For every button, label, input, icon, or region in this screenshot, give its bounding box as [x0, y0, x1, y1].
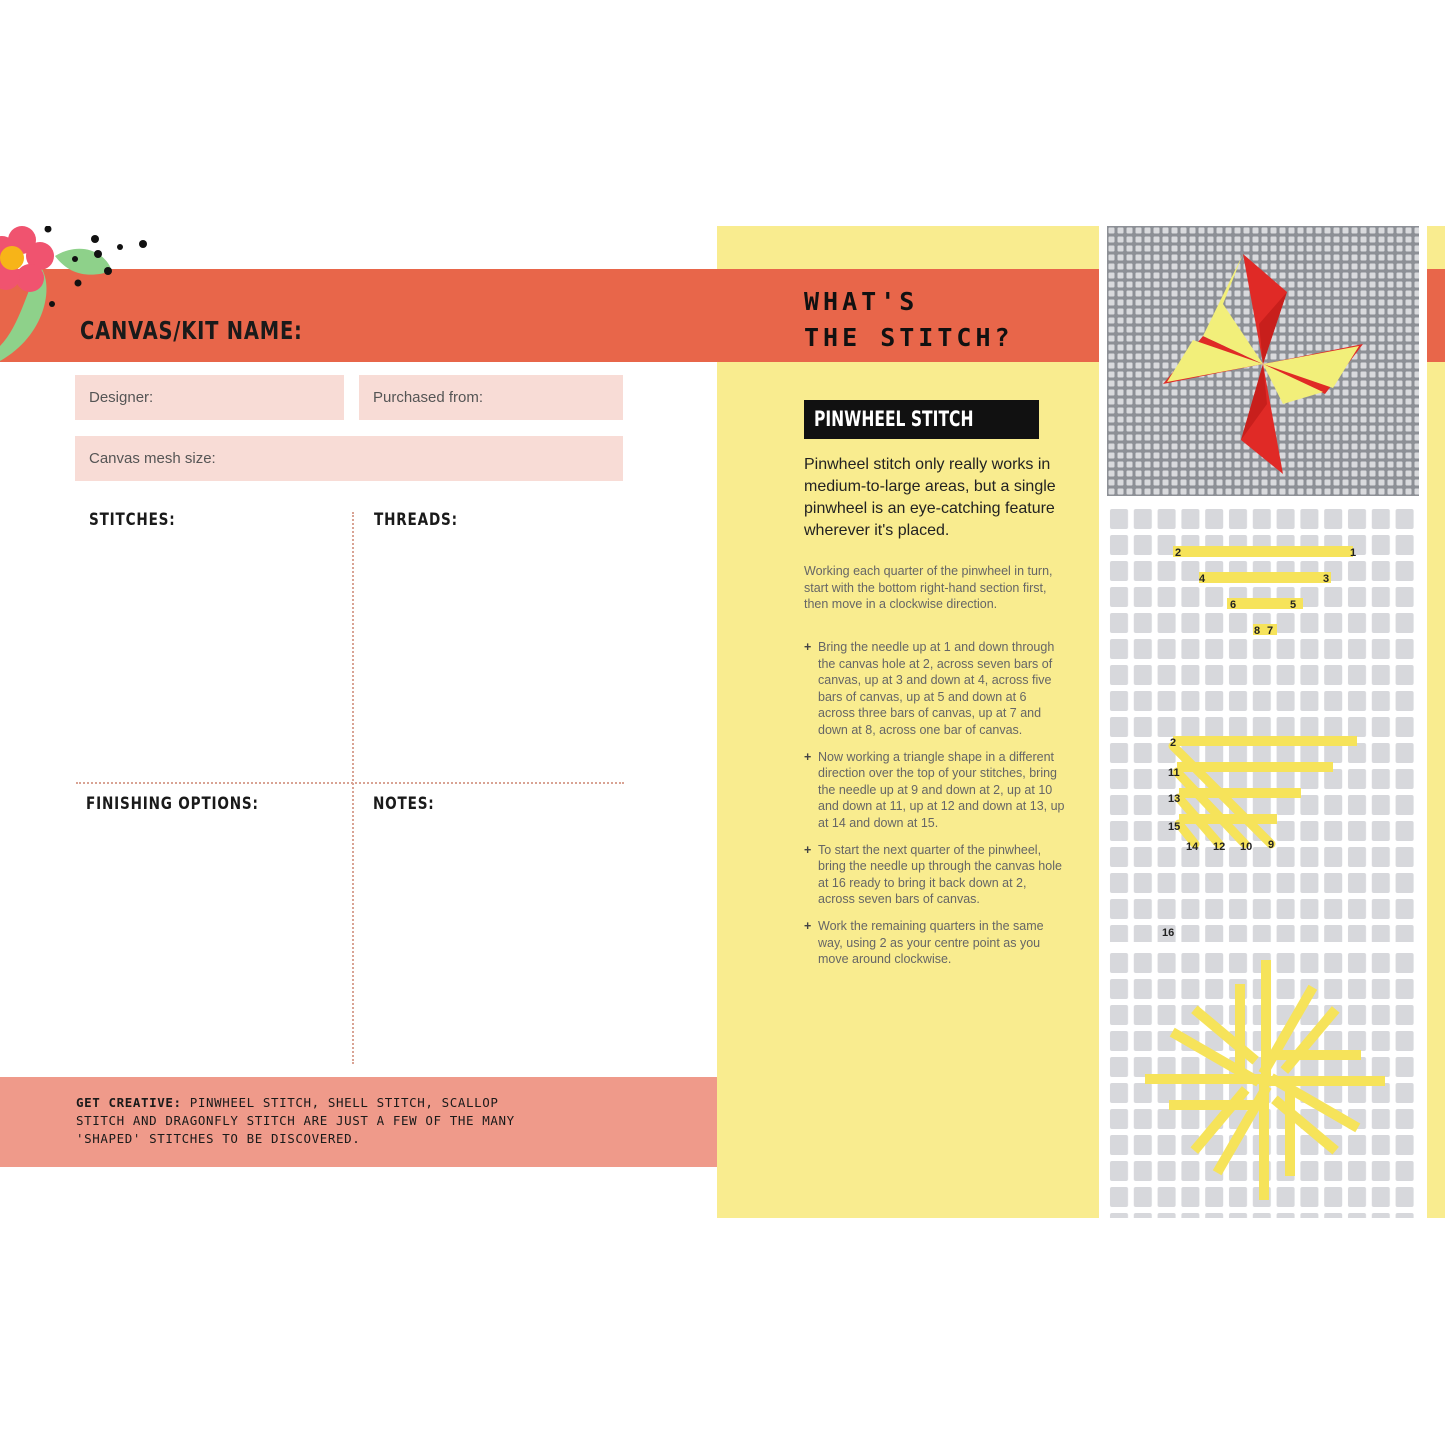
diagram-label: 14 [1186, 841, 1199, 853]
step-list [804, 639, 1066, 978]
diagram-label: 15 [1168, 821, 1181, 833]
title-line-1: WHAT'S [804, 287, 919, 316]
diagram-label: 2 [1175, 547, 1182, 559]
tip-band [0, 1077, 717, 1167]
diagram-label: 6 [1230, 599, 1237, 611]
notes-label: NOTES: [373, 794, 435, 814]
body-text: Working each quarter of the pinwheel in turn, start with the bottom right-hand section first, then move in a clockwise direction. [804, 564, 1053, 612]
finishing-options-label: FINISHING OPTIONS: [86, 794, 259, 814]
finished-pinwheel-diagram [1107, 950, 1419, 1218]
whats-the-stitch-title [804, 284, 1014, 356]
diagram-label: 1 [1350, 547, 1357, 559]
stitch-name-badge [804, 400, 1039, 439]
diagram-label: 2 [1170, 737, 1177, 749]
left-page [0, 226, 717, 1218]
intro-text: Pinwheel stitch only really works in medium-to-large areas, but a single pinwheel is an eye-catching feature wherever it's placed. [804, 456, 1056, 539]
designer-field[interactable]: Designer: [75, 375, 344, 420]
tip-body: PINWHEEL STITCH, SHELL STITCH, SCALLOP STITCH AND DRAGONFLY STITCH ARE JUST A FEW OF THE MANY 'SHAPED' STITCHES TO BE DISCOVERED. [76, 1095, 515, 1146]
stitch-diagram [1107, 506, 1419, 942]
book-spread [0, 226, 1445, 1218]
diagram-label: 16 [1162, 927, 1175, 939]
horizontal-divider [76, 782, 624, 784]
diagram-label: 13 [1168, 793, 1181, 805]
step-item: + Now working a triangle shape in a different direction over the top of your stitches, bring the needle up at 9 and down at 2, up at 10 and down at 11, up at 12 and down at 13, up at 14 and down at 15. [804, 749, 1066, 832]
step-item: + To start the next quarter of the pinwheel, bring the needle up through the canvas hole at 16 ready to bring it back down at 2, across seven bars of canvas. [804, 842, 1066, 908]
diagram-label: 4 [1199, 573, 1206, 585]
diagram-label: 7 [1267, 625, 1274, 637]
diagram-label: 10 [1240, 841, 1253, 853]
stitch-name-text: PINWHEEL STITCH [814, 407, 974, 431]
vertical-divider [352, 512, 354, 1064]
diagram-label: 9 [1268, 839, 1275, 851]
diagram-label: 11 [1168, 767, 1180, 779]
canvas-kit-name-label: CANVAS/KIT NAME: [80, 316, 303, 345]
step-item: + Work the remaining quarters in the same way, using 2 as your centre point as you move around clockwise. [804, 918, 1066, 968]
finished-pinwheel-image [1107, 950, 1419, 1218]
title-line-2: THE STITCH? [804, 323, 1014, 352]
diagram-label: 12 [1213, 841, 1226, 853]
right-page [717, 226, 1099, 1218]
tip-text [76, 1094, 536, 1148]
step-item: + Bring the needle up at 1 and down through the canvas hole at 2, across seven bars of canvas, up at 3 and down at 4, across five bars of canvas, up at 5 and down at 6 across three bars of canvas, up at 7 and down at 8, across one bar of canvas. [804, 639, 1066, 739]
diagram-label: 8 [1254, 625, 1261, 637]
purchased-from-field[interactable]: Purchased from: [359, 375, 623, 420]
stitches-label: STITCHES: [89, 510, 176, 530]
stitch-diagram-image [1107, 506, 1419, 942]
canvas-mesh-size-field[interactable]: Canvas mesh size: [75, 436, 623, 481]
diagram-label: 5 [1290, 599, 1297, 611]
flower-decoration-icon [0, 226, 160, 366]
next-page-edge [1427, 226, 1445, 1218]
pinwheel-photo [1107, 226, 1419, 496]
threads-label: THREADS: [374, 510, 458, 530]
pinwheel-photo-image [1107, 226, 1419, 496]
tip-lead: GET CREATIVE: [76, 1095, 182, 1110]
next-page-edge-band [1427, 269, 1445, 362]
diagram-label: 3 [1323, 573, 1330, 585]
